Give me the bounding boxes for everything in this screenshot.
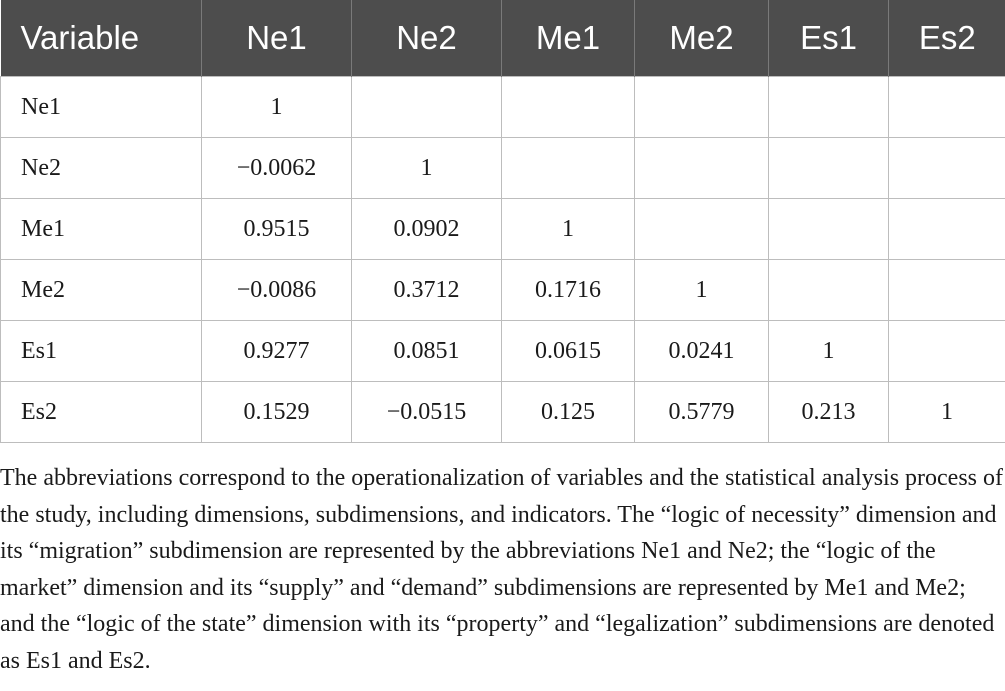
table-row	[1, 138, 1005, 199]
table-cell: 0.0851	[352, 321, 502, 382]
table-row	[1, 199, 1005, 260]
table-cell	[889, 138, 1005, 199]
table-cell: 0.0241	[635, 321, 769, 382]
table-cell	[769, 138, 889, 199]
table-cell	[635, 199, 769, 260]
table-cell: 1	[635, 260, 769, 321]
table-footnote: The abbreviations correspond to the operationalization of variables and the statistical analysis process of the study, including dimensions, subdimensions, and indicators. The “logic of necessity” dimension and its “migration” subdimension are represented by the abbreviations Ne1 and Ne2; the “logic of the market” dimension and its “supply” and “demand” subdimensions are represented by Me1 and Me2; and the “logic of the state” dimension with its “property” and “legalization” subdimensions are denoted as Es1 and Es2.	[0, 465, 1004, 674]
table-cell: 0.0615	[502, 321, 635, 382]
table-cell: 0.1529	[202, 382, 352, 443]
table-cell: −0.0515	[352, 382, 502, 443]
table-cell: 0.1716	[502, 260, 635, 321]
table-cell: 1	[202, 77, 352, 138]
table-cell: 1	[889, 382, 1005, 443]
table-cell	[889, 321, 1005, 382]
header-me2: Me2	[635, 0, 769, 77]
table-cell: 1	[352, 138, 502, 199]
table-cell: 0.9277	[202, 321, 352, 382]
header-es2: Es2	[889, 0, 1005, 77]
table-cell: 1	[502, 199, 635, 260]
table-cell: 0.3712	[352, 260, 502, 321]
header-row	[1, 0, 1005, 77]
table-cell: 0.213	[769, 382, 889, 443]
table-cell: −0.0062	[202, 138, 352, 199]
header-variable: Variable	[1, 0, 202, 77]
table-cell	[889, 199, 1005, 260]
table-cell	[769, 199, 889, 260]
table-cell	[769, 77, 889, 138]
table-cell: 0.0902	[352, 199, 502, 260]
table-cell	[769, 260, 889, 321]
table-cell: 1	[769, 321, 889, 382]
table-cell: 0.125	[502, 382, 635, 443]
header-me1: Me1	[502, 0, 635, 77]
table-cell	[502, 138, 635, 199]
table-body	[1, 77, 1005, 443]
header-es1: Es1	[769, 0, 889, 77]
table-cell: −0.0086	[202, 260, 352, 321]
table-cell	[502, 77, 635, 138]
row-label: Es1	[1, 321, 202, 382]
table-header	[1, 0, 1005, 77]
table-cell	[635, 138, 769, 199]
table-cell	[889, 260, 1005, 321]
table-cell: 0.9515	[202, 199, 352, 260]
row-label: Ne2	[1, 138, 202, 199]
row-label: Me2	[1, 260, 202, 321]
table-row	[1, 321, 1005, 382]
table-row	[1, 260, 1005, 321]
header-ne1: Ne1	[202, 0, 352, 77]
row-label: Es2	[1, 382, 202, 443]
table-cell	[635, 77, 769, 138]
table-row	[1, 382, 1005, 443]
table-cell: 0.5779	[635, 382, 769, 443]
table-cell	[889, 77, 1005, 138]
table-row	[1, 77, 1005, 138]
table-cell	[352, 77, 502, 138]
header-ne2: Ne2	[352, 0, 502, 77]
row-label: Me1	[1, 199, 202, 260]
row-label: Ne1	[1, 77, 202, 138]
